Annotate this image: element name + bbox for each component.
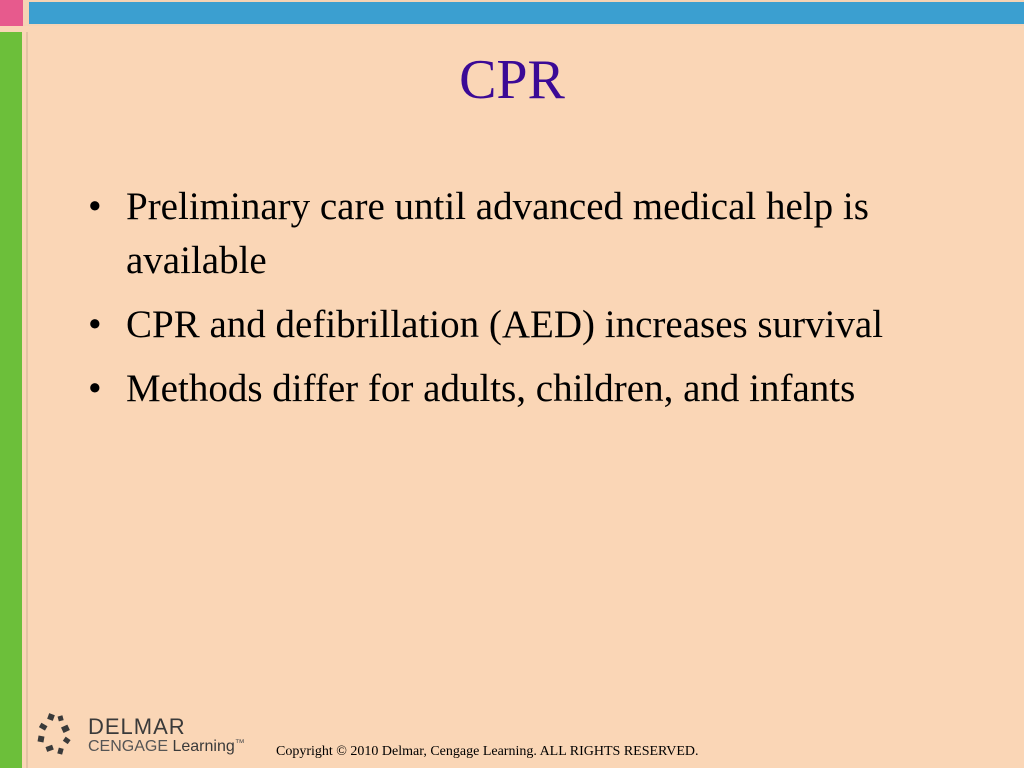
delmar-logo <box>36 712 276 762</box>
left-stripe <box>0 32 22 768</box>
bullet-text: Preliminary care until advanced medical help is available <box>126 185 869 282</box>
logo-trademark: ™ <box>234 738 245 749</box>
bullet-item <box>88 298 888 352</box>
corner-square <box>0 0 23 26</box>
slide-title: CPR <box>459 49 565 111</box>
bullet-item <box>88 362 888 416</box>
left-divider <box>26 32 28 768</box>
copyright-notice: Copyright © 2010 Delmar, Cengage Learning. ALL RIGHTS RESERVED. <box>276 744 699 759</box>
top-bar-blue <box>29 2 1024 24</box>
bullet-dot: • <box>88 367 102 410</box>
bullet-text: Methods differ for adults, children, and infants <box>126 367 856 410</box>
bullet-text: CPR and defibrillation (AED) increases survival <box>126 303 884 346</box>
logo-cengage-text <box>88 738 245 756</box>
logo-delmar-text: DELMAR <box>88 714 186 739</box>
top-bar <box>0 0 1024 26</box>
cengage-logo-icon <box>36 712 76 758</box>
logo-cengage: CENGAGE <box>88 738 173 755</box>
bullet-item <box>88 180 888 288</box>
bullet-dot: • <box>88 303 102 346</box>
logo-learning: Learning <box>172 738 235 755</box>
bullet-list <box>88 180 888 426</box>
bullet-dot: • <box>88 185 102 228</box>
